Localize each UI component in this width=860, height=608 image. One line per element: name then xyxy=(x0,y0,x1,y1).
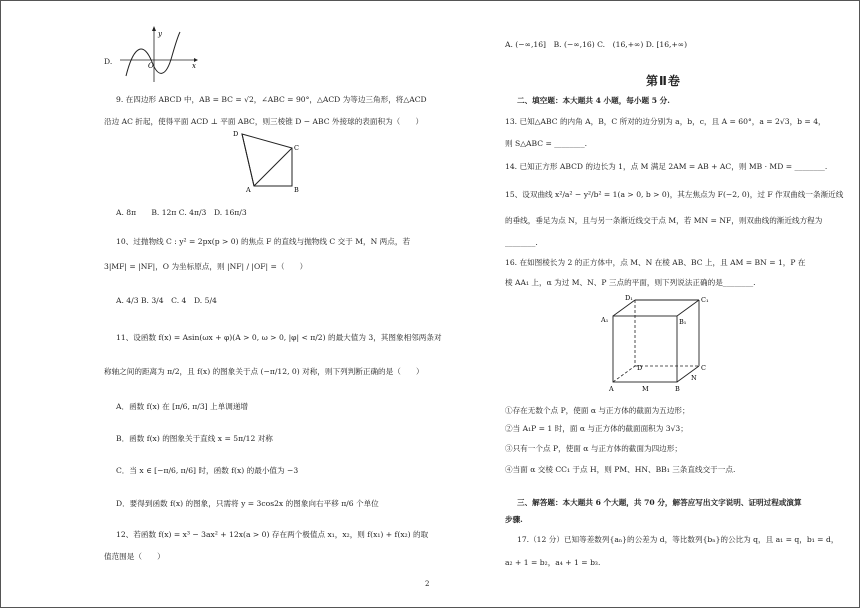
q12-options: A. (−∞,16] B. (−∞,16) C. (16,+∞) D. [16,+∞) xyxy=(505,40,688,49)
q9-label-c: C xyxy=(294,144,299,152)
q17-line2: a₂ + 1 = b₂，a₄ + 1 = b₃. xyxy=(505,558,601,567)
q9-figure xyxy=(230,128,310,194)
q11-line1: 11、设函数 f(x) = Asin(ωx + φ)(A > 0, ω > 0, |φ| < π/2) 的最大值为 3，其图象相邻两条对 xyxy=(116,333,442,342)
cube-label-a: A xyxy=(609,385,614,393)
q11-option-b: B．函数 f(x) 的图象关于直线 x = 5π/12 对称 xyxy=(116,434,273,443)
q10-line2: 3|MF| = |NF|，O 为坐标原点，则 |NF| / |OF| =（ ） xyxy=(104,262,308,271)
part3-heading-line2: 步骤. xyxy=(505,515,523,524)
q9-label-a: A xyxy=(246,186,251,194)
part2-heading: 二、填空题：本大题共 4 小题，每小题 5 分. xyxy=(517,96,670,105)
cube-label-c1: C₁ xyxy=(701,296,709,304)
q9-label-d: D xyxy=(233,130,239,138)
q12-line2: 值范围是（ ） xyxy=(104,552,165,561)
q9-line2: 沿边 AC 折起，使得平面 ACD ⊥ 平面 ABC，则三棱锥 D − ABC 外接球的表面积为（ ） xyxy=(104,117,424,126)
cube-label-b: B xyxy=(675,385,680,393)
cube-label-d: D xyxy=(637,364,643,372)
part3-heading-line1: 三、解答题：本大题共 6 个大题，共 70 分，解答应写出文字说明、证明过程或演算 xyxy=(517,498,802,507)
q16-statement-4: ④当面 α 交棱 CC₁ 于点 H，则 PM、HN、BB₁ 三条直线交于一点. xyxy=(505,465,736,474)
q16-cube-figure xyxy=(595,294,725,394)
q14: 14. 已知正方形 ABCD 的边长为 1，点 M 满足 2AM = AB + AC，则 MB · MD = ________. xyxy=(505,162,828,171)
q12-line1: 12、若函数 f(x) = x³ − 3ax² + 12x(a > 0) 存在两个极值点 x₁，x₂，则 f(x₁) + f(x₂) 的取 xyxy=(116,530,429,539)
q10-options: A. 4/3 B. 3/4 C. 4 D. 5/4 xyxy=(116,296,217,305)
cube-label-c: C xyxy=(701,364,706,372)
cube-label-n: N xyxy=(691,374,697,382)
q15-line3: ________. xyxy=(505,238,538,247)
q9-label-b: B xyxy=(294,186,299,194)
svg-text:y: y xyxy=(158,30,162,38)
page-number: 2 xyxy=(425,580,430,588)
q9-line1: 9. 在四边形 ABCD 中，AB = BC = √2，∠ABC = 90°，△ACD 为等边三角形，将△ACD xyxy=(116,95,427,104)
svg-text:x: x xyxy=(192,62,196,70)
q13-line1: 13. 已知△ABC 的内角 A，B，C 所对的边分别为 a，b，c，且 A = 60°，a = 2√3，b = 4， xyxy=(505,117,826,126)
q17-line1: 17.（12 分）已知等差数列{aₙ}的公差为 d，等比数列{bₙ}的公比为 q，且 a₁ = q，b₁ = d， xyxy=(517,535,839,544)
q8-option-d-graph xyxy=(120,26,198,82)
q16-line1: 16. 在如图棱长为 2 的正方体中，点 M、N 在棱 AB、BC 上，且 AM = BN = 1，P 在 xyxy=(505,258,806,267)
q15-line1: 15、设双曲线 x²/a² − y²/b² = 1(a > 0, b > 0)，其左焦点为 F(−2, 0)，过 F 作双曲线一条渐近线 xyxy=(505,190,844,199)
q13-line2: 则 S△ABC = ________. xyxy=(505,139,588,148)
q16-line2: 棱 AA₁ 上，α 为过 M、N、P 三点的平面，则下列说法正确的是________. xyxy=(505,278,756,287)
q11-option-d: D．要得到函数 f(x) 的图象，只需将 y = 3cos2x 的图象向右平移 π/6 个单位 xyxy=(116,499,379,508)
cube-label-d1: D₁ xyxy=(625,294,633,302)
q9-options: A. 8π B. 12π C. 4π/3 D. 16π/3 xyxy=(116,208,247,217)
cube-label-m: M xyxy=(642,385,649,393)
q10-line1: 10、过抛物线 C : y² = 2px(p > 0) 的焦点 F 的直线与抛物线 C 交于 M，N 两点，若 xyxy=(116,237,411,246)
q15-line2: 的垂线，垂足为点 N，且与另一条渐近线交于点 M，若 MN = NF，则双曲线的渐近线方程为 xyxy=(505,216,823,225)
section-2-title: 第Ⅱ卷 xyxy=(646,74,681,88)
q16-statement-1: ①存在无数个点 P，使面 α 与正方体的截面为五边形； xyxy=(505,406,690,415)
q11-option-c: C．当 x ∈ [−π/6, π/6] 时，函数 f(x) 的最小值为 −3 xyxy=(116,466,299,475)
q11-option-a: A．函数 f(x) 在 [π/6, π/3] 上单调递增 xyxy=(116,402,249,411)
q16-statement-3: ③只有一个点 P，使面 α 与正方体的截面为四边形； xyxy=(505,444,682,453)
q16-statement-2: ②当 A₁P = 1 时，面 α 与正方体的截面面积为 3√3； xyxy=(505,424,688,433)
svg-text:O: O xyxy=(148,62,154,70)
cube-label-b1: B₁ xyxy=(679,318,687,326)
cube-label-a1: A₁ xyxy=(601,316,609,324)
q8-option-d-label: D. xyxy=(104,57,113,66)
q11-line2: 称轴之间的距离为 π/2，且 f(x) 的图象关于点 (−π/12, 0) 对称，则下列判断正确的是（ ） xyxy=(104,367,424,376)
